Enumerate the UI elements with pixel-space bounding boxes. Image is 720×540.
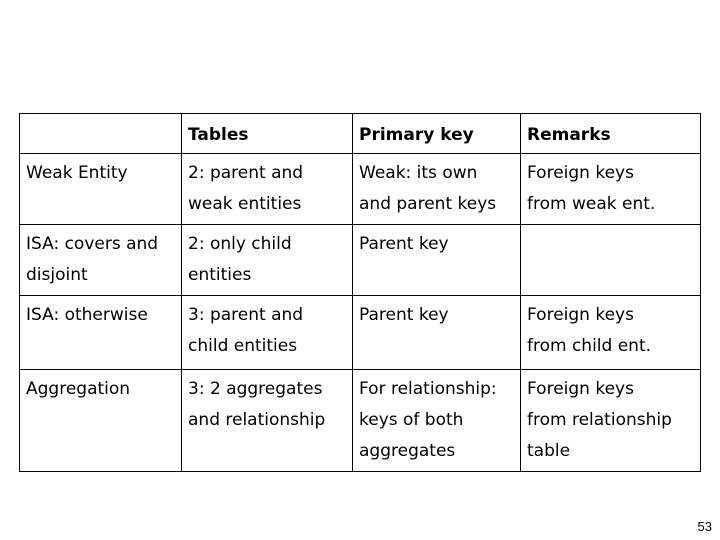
table-cell: Foreign keys from relationship table — [521, 370, 701, 472]
header-cell-tables: Tables — [182, 114, 353, 154]
page-number: 53 — [697, 519, 712, 534]
table-row — [20, 370, 701, 472]
table-cell: Parent key — [353, 225, 521, 296]
table-cell: Parent key — [353, 296, 521, 370]
header-cell-empty — [20, 114, 182, 154]
table-cell: Foreign keys from child ent. — [521, 296, 701, 370]
table-cell: ISA: covers and disjoint — [20, 225, 182, 296]
table-cell: For relationship: keys of both aggregates — [353, 370, 521, 472]
table-row — [20, 154, 701, 225]
table-row — [20, 296, 701, 370]
table-cell: Weak Entity — [20, 154, 182, 225]
table-cell: 3: 2 aggregates and relationship — [182, 370, 353, 472]
table-cell: 3: parent and child entities — [182, 296, 353, 370]
table-cell — [521, 225, 701, 296]
table-cell: ISA: otherwise — [20, 296, 182, 370]
table-cell: Weak: its own and parent keys — [353, 154, 521, 225]
table-row — [20, 225, 701, 296]
header-cell-primary-key: Primary key — [353, 114, 521, 154]
table-cell: Foreign keys from weak ent. — [521, 154, 701, 225]
table-cell: 2: only child entities — [182, 225, 353, 296]
header-row — [20, 114, 701, 154]
table-cell: 2: parent and weak entities — [182, 154, 353, 225]
table-cell: Aggregation — [20, 370, 182, 472]
mapping-table — [19, 113, 701, 472]
header-cell-remarks: Remarks — [521, 114, 701, 154]
